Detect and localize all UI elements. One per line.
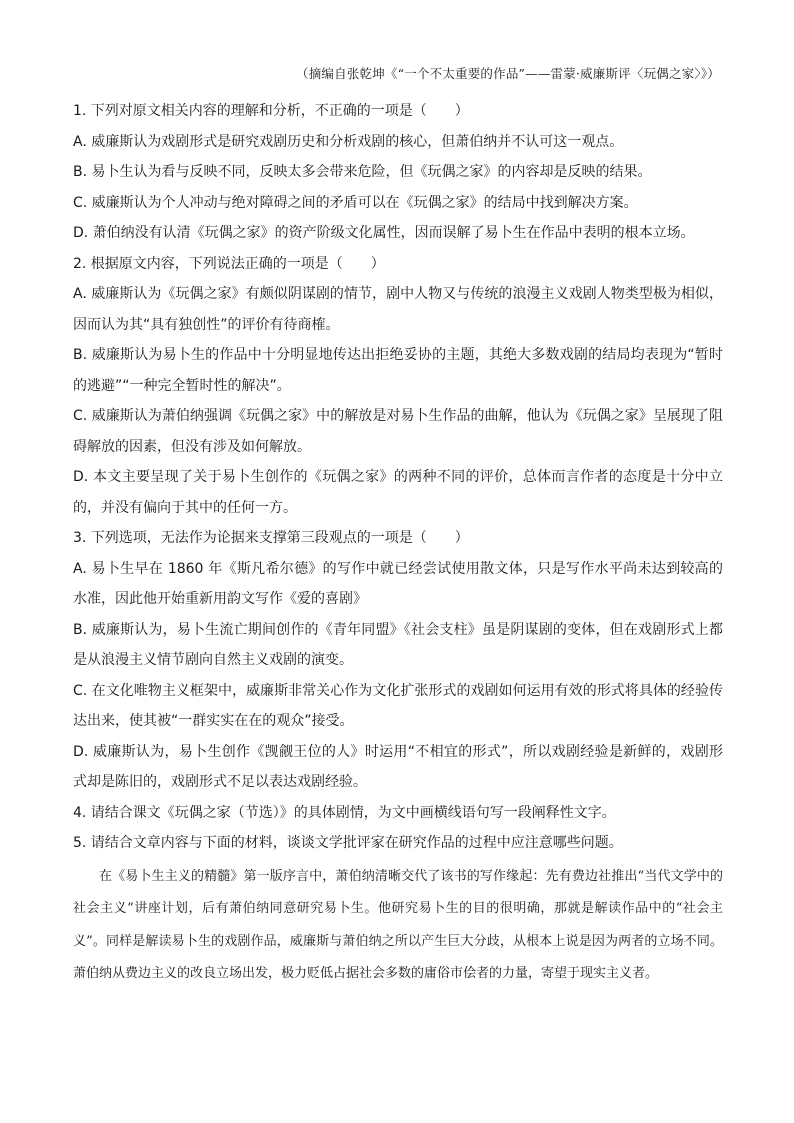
question-4: 4. 请结合课文《玩偶之家（节选）》的具体剧情，为文中画横线语句写一段阐释性文字。 bbox=[73, 804, 616, 821]
question-1-option-b: B. 易卜生认为看与反映不同，反映太多会带来危险，但《玩偶之家》的内容却是反映的结果。 bbox=[73, 164, 652, 180]
question-1-stem: 1. 下列对原文相关内容的理解和分析，不正确的一项是（ ） bbox=[73, 103, 469, 119]
material-excerpt: 在《易卜生主义的精髓》第一版序言中，萧伯纳清晰交代了该书的写作缘起：先有费边社推出“当代文学中的社会主义”讲座计划，后有萧伯纳同意研究易卜生。他研究易卜生的目的很明确，那就是解读作品中的“社会主义”。同样是解读易卜生的戏剧作品，威廉斯与萧伯纳之所以产生巨大分歧，从根本上说是因为两者的立场不同。萧伯纳从费边主义的改良立场出发，极力贬低占据社会多数的庸俗市侩者的力量，寄望于现实主义者。 bbox=[73, 868, 723, 981]
question-3-option-c: C. 在文化唯物主义框架中，威廉斯非常关心作为文化扩张形式的戏剧如何运用有效的形式将具体的经验传达出来，使其被“一群实实在在的观众”接受。 bbox=[73, 682, 723, 729]
question-3-stem: 3. 下列选项，无法作为论据来支撑第三段观点的一项是（ ） bbox=[73, 530, 469, 546]
question-2-stem: 2. 根据原文内容，下列说法正确的一项是（ ） bbox=[73, 255, 385, 272]
question-3-option-a: A. 易卜生早在 1860 年《斯凡希尔德》的写作中就已经尝试使用散文体，只是写作水平尚未达到较高的水准，因此他开始重新用韵文写作《爱的喜剧》 bbox=[73, 560, 723, 607]
questions-section bbox=[73, 96, 723, 991]
source-citation: （摘编自张乾坤《“一个不太重要的作品”——雷蒙·威廉斯评〈玩偶之家〉》） bbox=[296, 66, 720, 81]
question-2-option-c: C. 威廉斯认为萧伯纳强调《玩偶之家》中的解放是对易卜生作品的曲解，他认为《玩偶之家》呈展现了阻碍解放的因素，但没有涉及如何解放。 bbox=[73, 408, 723, 455]
question-3-option-d: D. 威廉斯认为，易卜生创作《觊觎王位的人》时运用“不相宜的形式”，所以戏剧经验是新鲜的，戏剧形式却是陈旧的，戏剧形式不足以表达戏剧经验。 bbox=[73, 743, 723, 790]
question-1-option-d: D. 萧伯纳没有认清《玩偶之家》的资产阶级文化属性，因而误解了易卜生在作品中表明的根本立场。 bbox=[73, 225, 695, 241]
question-3-option-b: B. 威廉斯认为，易卜生流亡期间创作的《青年同盟》《社会支柱》虽是阴谋剧的变体，但在戏剧形式上都是从浪漫主义情节剧向自然主义戏剧的演变。 bbox=[73, 621, 723, 668]
question-2-option-d: D. 本文主要呈现了关于易卜生创作的《玩偶之家》的两种不同的评价，总体而言作者的态度是十分中立的，并没有偏向于其中的任何一方。 bbox=[73, 469, 723, 516]
question-5: 5. 请结合文章内容与下面的材料，谈谈文学批评家在研究作品的过程中应注意哪些问题。 bbox=[73, 835, 623, 851]
question-1-option-c: C. 威廉斯认为个人冲动与绝对障碍之间的矛盾可以在《玩偶之家》的结局中找到解决方案。 bbox=[73, 194, 638, 211]
question-1-option-a: A. 威廉斯认为戏剧形式是研究戏剧历史和分析戏剧的核心，但萧伯纳并不认可这一观点。 bbox=[73, 133, 624, 150]
question-2-option-a: A. 威廉斯认为《玩偶之家》有颇似阴谋剧的情节，剧中人物又与传统的浪漫主义戏剧人物类型极为相似，因而认为其“具有独创性”的评价有待商榷。 bbox=[73, 286, 723, 333]
question-2-option-b: B. 威廉斯认为易卜生的作品中十分明显地传达出拒绝妥协的主题，其绝大多数戏剧的结局均表现为“暂时的逃避”“一种完全暂时性的解决”。 bbox=[73, 347, 723, 394]
